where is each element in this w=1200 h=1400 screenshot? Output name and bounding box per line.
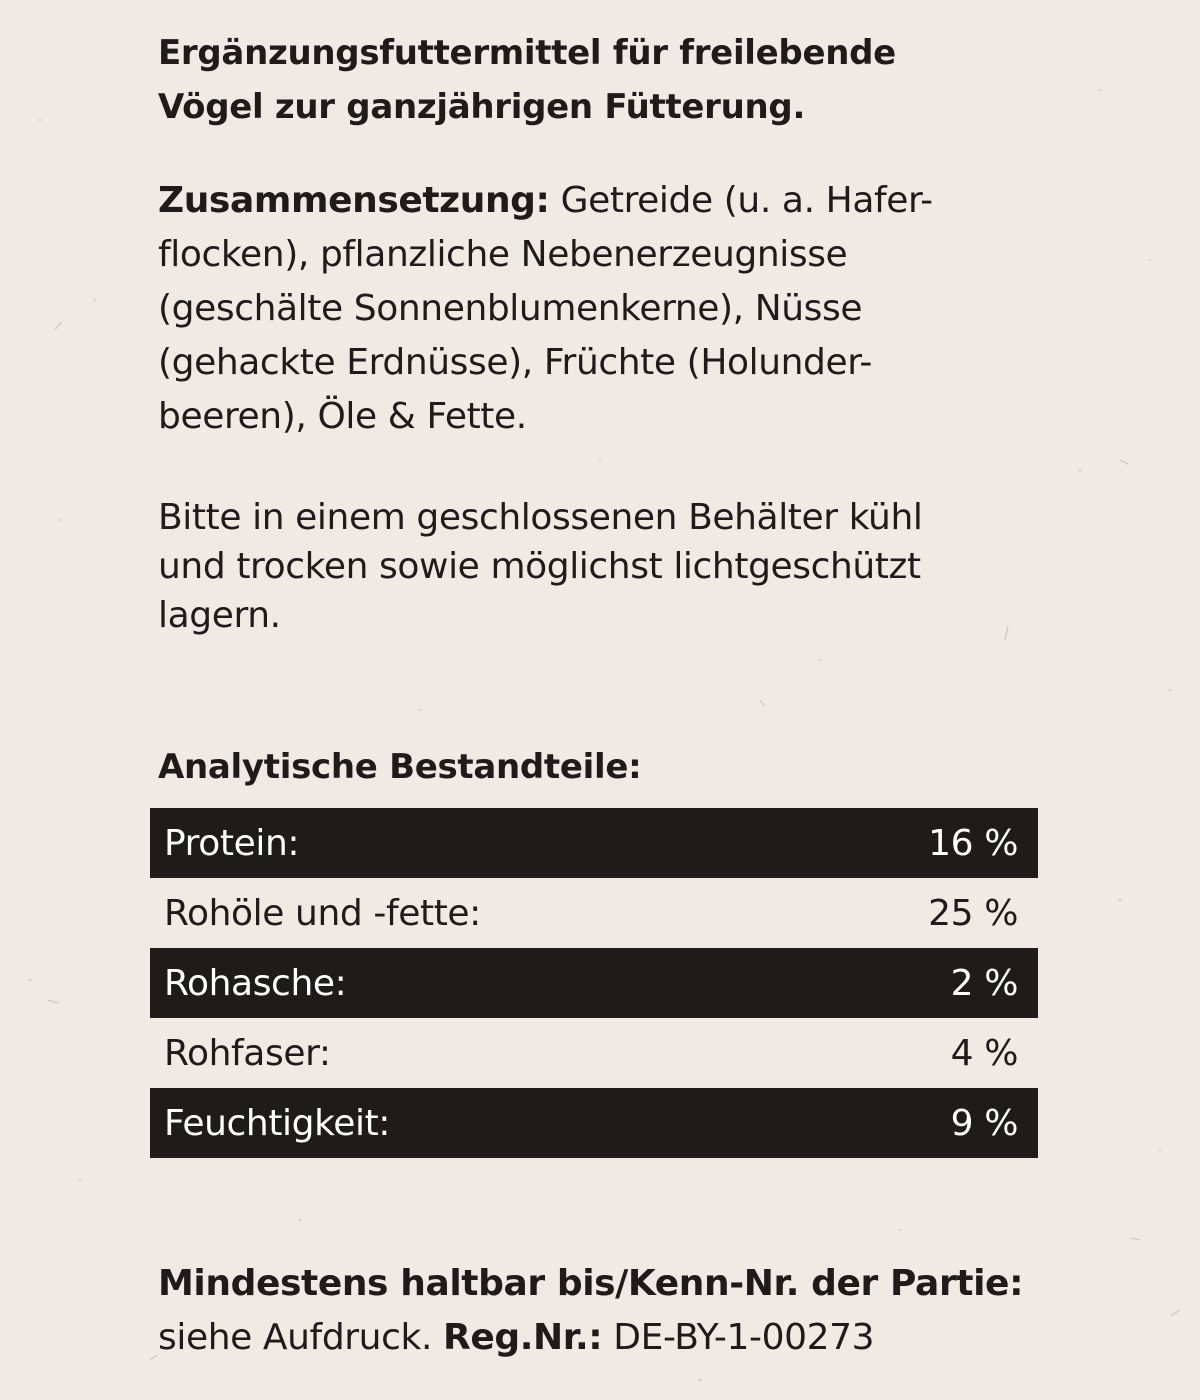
analytic-row-value: 9 % <box>950 1102 1018 1144</box>
storage-instructions <box>158 493 1038 640</box>
best-before-line: Mindestens haltbar bis/Kenn-Nr. der Partie: <box>158 1263 1024 1304</box>
storage-line: lagern. <box>158 595 281 636</box>
product-headline <box>158 26 1038 134</box>
print-reference: siehe Aufdruck. <box>158 1317 444 1358</box>
analytic-row-moisture <box>150 1088 1038 1158</box>
analytic-row-ash <box>150 948 1038 1018</box>
analytic-row-protein <box>150 808 1038 878</box>
composition-line: (gehackte Erdnüsse), Früchte (Holunder- <box>158 342 872 383</box>
headline-line: Vögel zur ganzjährigen Fütterung. <box>158 87 806 127</box>
analytic-row-label: Protein: <box>164 822 300 864</box>
headline-line: Ergänzungsfuttermittel für freilebende <box>158 33 896 73</box>
registration-line <box>158 1311 1048 1365</box>
composition-line: (geschälte Sonnenblumenkerne), Nüsse <box>158 288 863 329</box>
analytic-row-fat <box>150 878 1038 948</box>
analytic-row-label: Rohöle und -fette: <box>164 892 481 934</box>
registration-label: Reg.Nr.: <box>443 1317 603 1358</box>
analytic-row-value: 16 % <box>928 822 1018 864</box>
analytic-table <box>150 808 1038 1158</box>
analytic-row-fiber <box>150 1018 1038 1088</box>
composition-label: Zusammensetzung: <box>158 180 550 221</box>
registration-number: DE-BY-1-00273 <box>602 1317 875 1358</box>
analytic-row-label: Feuchtigkeit: <box>164 1102 391 1144</box>
composition-line <box>158 174 1038 228</box>
analytic-row-value: 2 % <box>950 962 1018 1004</box>
storage-line: und trocken sowie möglichst lichtgeschützt <box>158 546 921 587</box>
composition-line: beeren), Öle & Fette. <box>158 396 527 437</box>
analytic-row-value: 25 % <box>928 892 1018 934</box>
composition-line: flocken), pflanzliche Nebenerzeugnisse <box>158 234 848 275</box>
analytic-row-label: Rohasche: <box>164 962 347 1004</box>
analytic-title: Analytische Bestandteile: <box>158 747 642 787</box>
analytic-row-value: 4 % <box>950 1032 1018 1074</box>
composition-section <box>158 174 1038 444</box>
footer-section <box>158 1257 1048 1365</box>
composition-text: Getreide (u. a. Hafer- <box>549 180 933 221</box>
analytic-row-label: Rohfaser: <box>164 1032 331 1074</box>
storage-line: Bitte in einem geschlossenen Behälter kühl <box>158 497 923 538</box>
